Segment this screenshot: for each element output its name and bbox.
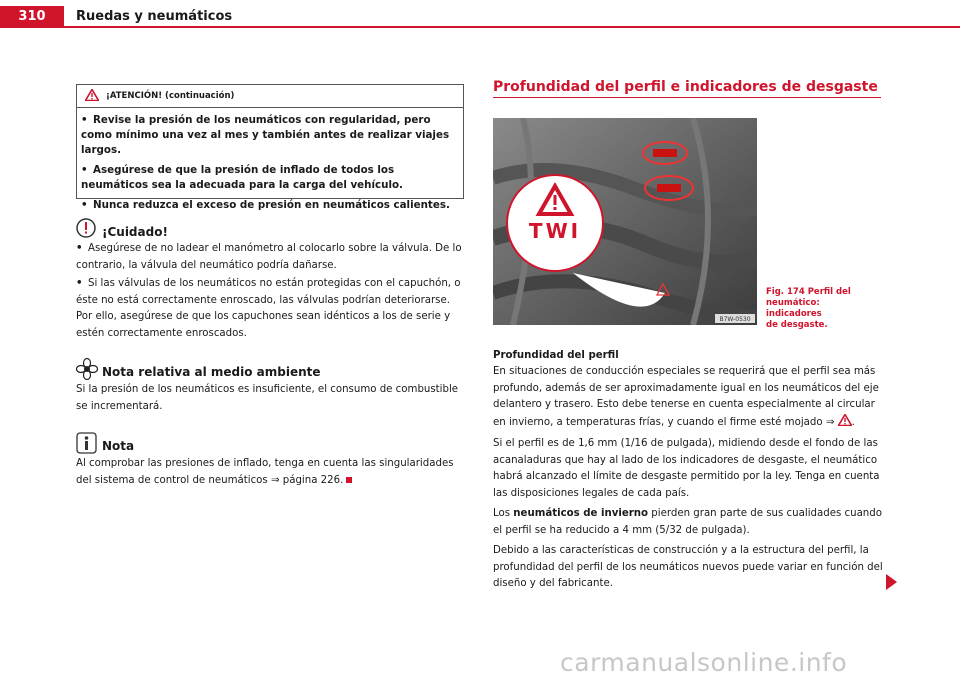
tire-illustration	[493, 118, 757, 325]
environment-text: Si la presión de los neumáticos es insuficiente, el consumo de combustible se incrementará.	[76, 384, 459, 412]
paragraph-1: En situaciones de conducción especiales se requerirá que el perfil sea más profundo, además de ser aproximadamente igual en los neumáticos del eje delantero y trasero. Esto debe tenerse en cuenta especialmente al circular en invierno, a temperaturas frías, y cuando el firme esté mojado ⇒ .	[493, 366, 879, 428]
caution-item: • Asegúrese de no ladear el manómetro al colocarlo sobre la válvula. De lo contrario, la válvula del neumático podría dañarse.	[76, 243, 462, 271]
paragraph-2: Si el perfil es de 1,6 mm (1/16 de pulgada), midiendo desde el fondo de las acanaladuras que hay al lado de los indicadores de desgaste, el neumático habrá alcanzado el límite de desgaste permitido por la ley. Tenga en cuenta las disposiciones legales de cada país.	[493, 438, 880, 499]
header-rule	[64, 26, 960, 28]
info-icon	[76, 432, 97, 454]
warning-header	[77, 85, 463, 108]
page-number: 310	[0, 6, 64, 28]
section-title: Profundidad del perfil e indicadores de desgaste	[493, 79, 878, 95]
paragraph-4: Debido a las características de construcción y a la estructura del perfil, la profundidad del perfil de los neumáticos nuevos puede variar en función del diseño y del fabricante.	[493, 545, 883, 589]
subheading: Profundidad del perfil	[493, 350, 619, 361]
warning-item: • Nunca reduzca el exceso de presión en neumáticos calientes.	[81, 199, 450, 211]
paragraph-3: Los neumáticos de invierno pierden gran parte de sus cualidades cuando el perfil se ha reducido a 4 mm (5/32 de pulgada).	[493, 508, 882, 536]
tire-figure	[493, 118, 757, 325]
warning-triangle-icon	[85, 89, 99, 101]
next-page-arrow[interactable]	[886, 574, 897, 590]
warning-title: ¡ATENCIÓN! (continuación)	[105, 91, 235, 101]
flower-icon	[76, 358, 98, 380]
end-mark	[346, 477, 352, 483]
note-text: Al comprobar las presiones de inflado, tenga en cuenta las singularidades del sistema de control de neumáticos ⇒ página 226.	[76, 458, 454, 486]
note-heading: Nota	[76, 436, 302, 453]
warning-box	[76, 84, 464, 211]
watermark: carmanualsonline.info	[560, 648, 848, 677]
environment-heading: Nota relativa al medio ambiente	[76, 362, 402, 379]
caution-item: • Si las válvulas de los neumáticos no están protegidas con el capuchón, o éste no está correctamente enroscado, las válvulas podrían deteriorarse. Por ello, asegúrese de que los capuchones sean idénticos a los de serie y estén correctamente enroscados.	[76, 278, 461, 339]
warning-item: • Revise la presión de los neumáticos con regularidad, pero como mínimo una vez al mes y también antes de realizar viajes largos.	[81, 114, 450, 156]
caution-heading: ¡Cuidado!	[76, 222, 302, 239]
warning-triangle-icon[interactable]	[838, 414, 852, 426]
twi-label: TWI	[528, 219, 582, 243]
figure-caption: Fig. 174 Perfil del neumático: indicadores de desgaste.	[766, 287, 851, 330]
section-rule	[493, 97, 881, 98]
chapter-title: Ruedas y neumáticos	[76, 9, 233, 24]
exclamation-icon	[76, 218, 96, 238]
warning-item: • Asegúrese de que la presión de inflado de todos los neumáticos sea la adecuada para la carga del vehículo.	[81, 164, 403, 191]
figure-code: B7W-0530	[719, 316, 751, 323]
